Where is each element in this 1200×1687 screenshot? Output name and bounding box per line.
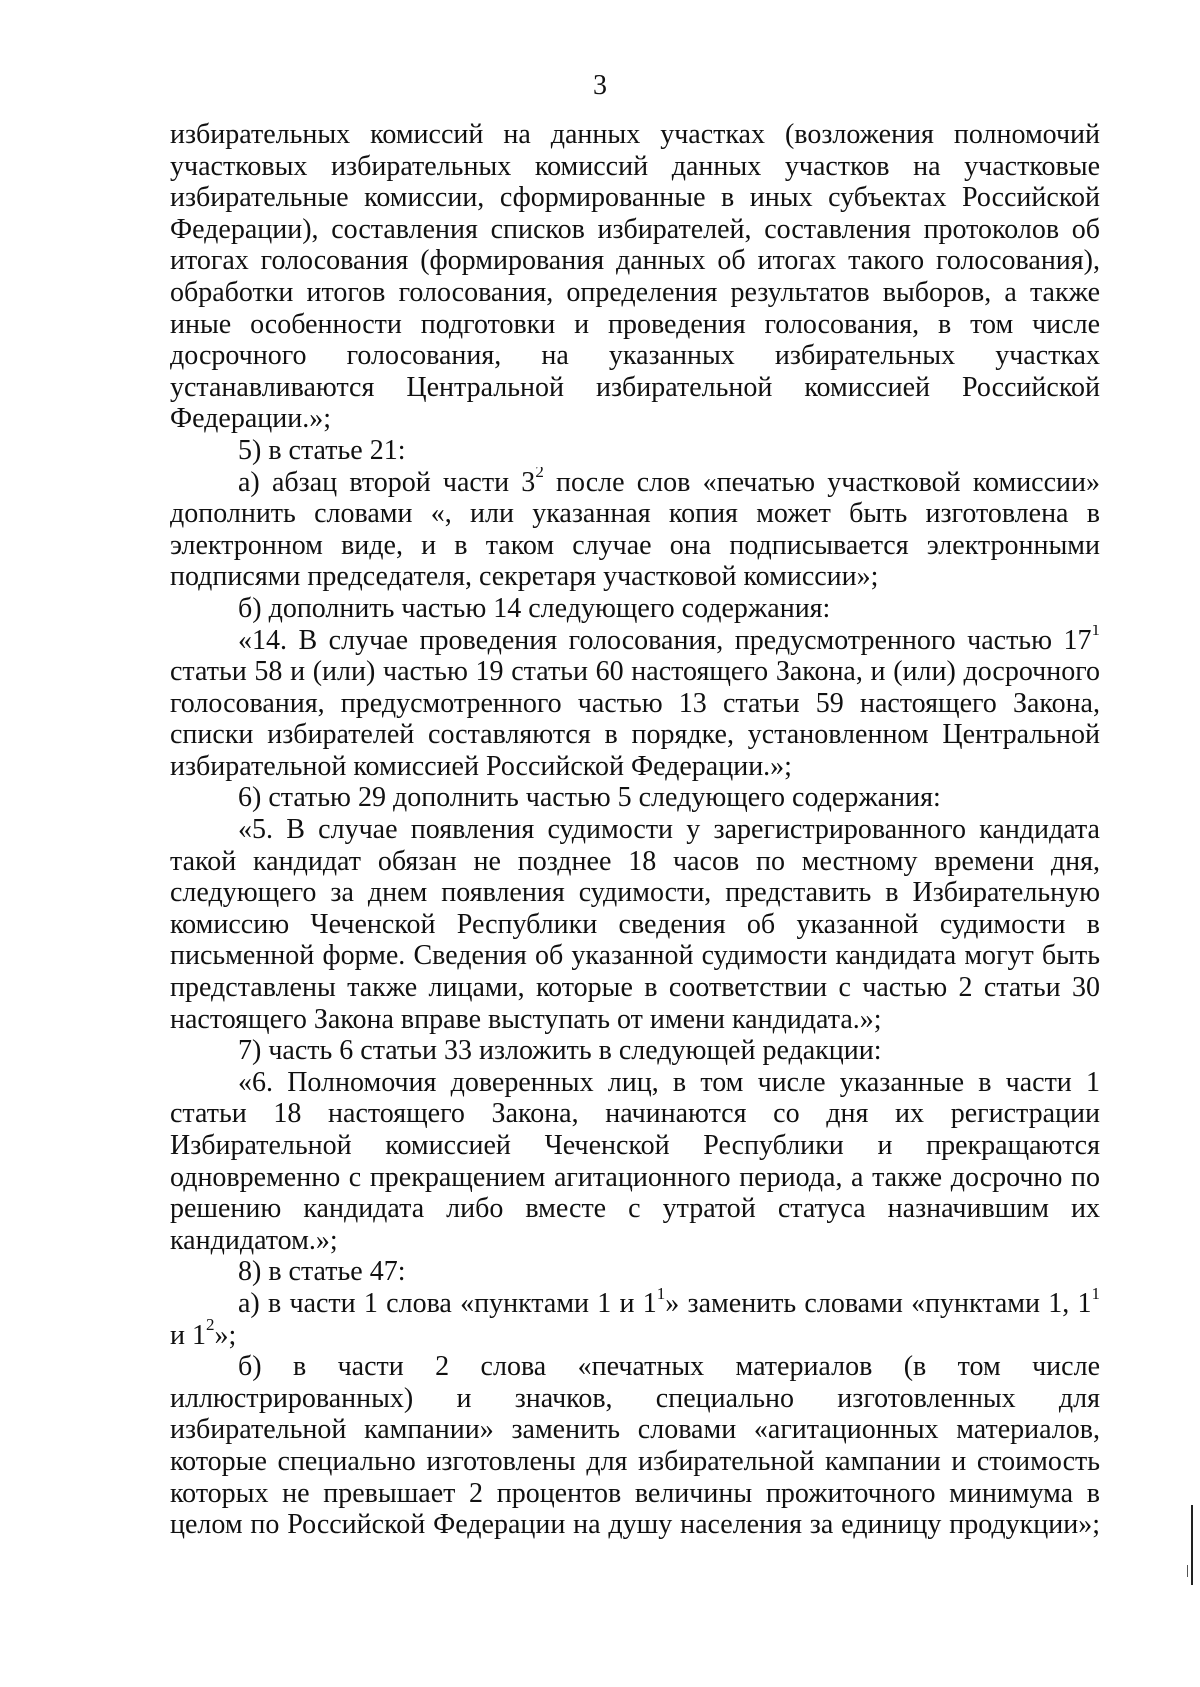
- superscript: 1: [656, 1287, 666, 1303]
- text-line: такой кандидат обязан не позднее 18 часов по местному времени дня,: [170, 845, 1100, 877]
- text-line: Федерации.»;: [170, 403, 332, 435]
- superscript: 2: [535, 466, 544, 482]
- text-line: избирательных комиссий на данных участках (возложения полномочий: [170, 119, 1100, 150]
- list-item-heading: 8) в статье 47:: [238, 1256, 406, 1288]
- text-line: обработки итогов голосования, определения результатов выборов, а также: [170, 276, 1100, 308]
- text-line: представлены также лицами, которые в соответствии с частью 2 статьи 30: [170, 972, 1100, 1004]
- text-line: подписями председателя, секретаря участковой комиссии»;: [170, 561, 879, 593]
- superscript: 2: [205, 1315, 215, 1335]
- list-item-heading: 7) часть 6 статьи 33 изложить в следующей редакции:: [238, 1035, 882, 1067]
- text-line: целом по Российской Федерации на душу населения за единицу продукции»;: [170, 1509, 1100, 1541]
- text-fragment: »;: [214, 1319, 237, 1351]
- text-line: «5. В случае появления судимости у зарегистрированного кандидата: [238, 814, 1100, 846]
- text-fragment: «14. В случае проведения голосования, предусмотренного частью 17: [238, 624, 1092, 656]
- text-line: комиссию Чеченской Республики сведения об указанной судимости в: [170, 908, 1100, 940]
- margin-line: [1191, 1505, 1193, 1585]
- text-fragment: а) абзац второй части 3: [238, 466, 536, 498]
- text-line: Избирательной комиссией Чеченской Республики и прекращаются: [170, 1130, 1100, 1161]
- text-line: [170, 1288, 1100, 1320]
- text-line: дополнить словами «, или указанная копия может быть изготовлена в: [170, 498, 1100, 530]
- text-fragment: » заменить словами «пунктами 1, 1: [665, 1287, 1092, 1319]
- text-line: избирательные комиссии, сформированные в иных субъектах Российской: [170, 182, 1100, 214]
- text-line: кандидатом.»;: [170, 1224, 338, 1256]
- text-line: письменной форме. Сведения об указанной судимости кандидата могут быть: [170, 940, 1100, 972]
- text-line: досрочного голосования, на указанных избирательных участках: [170, 340, 1100, 372]
- text-fragment: и 1: [170, 1319, 206, 1351]
- text-line: [170, 1315, 1100, 1352]
- text-line: [170, 467, 1100, 499]
- text-line: статьи 18 настоящего Закона, начинаются со дня их регистрации: [170, 1098, 1100, 1130]
- text-line: Федерации), составления списков избирателей, составления протоколов об: [170, 213, 1100, 245]
- superscript: 1: [1091, 1287, 1100, 1303]
- text-line: которые специально изготовлены для избирательной кампании и стоимость: [170, 1445, 1100, 1477]
- superscript: 1: [1091, 624, 1100, 640]
- text-line: решению кандидата либо вместе с утратой статуса назначившим их: [170, 1193, 1100, 1225]
- text-line: электронном виде, и в таком случае она подписывается электронными: [170, 529, 1100, 561]
- text-line: статьи 58 и (или) частью 19 статьи 60 настоящего Закона, и (или) досрочного: [170, 656, 1100, 688]
- text-line: избирательной кампании» заменить словами «агитационных материалов,: [170, 1414, 1100, 1446]
- text-line: которых не превышает 2 процентов величины прожиточного минимума в: [170, 1477, 1100, 1509]
- text-line: участковых избирательных комиссий данных участков на участковые: [170, 150, 1100, 182]
- text-line: «6. Полномочия доверенных лиц, в том числе указанные в части 1: [238, 1066, 1100, 1098]
- text-fragment: после слов «печатью участковой комиссии»: [543, 466, 1100, 498]
- text-line: следующего за днем появления судимости, представить в Избирательную: [170, 877, 1100, 909]
- text-line: б) в части 2 слова «печатных материалов (в том числе: [238, 1351, 1100, 1383]
- text-line: иллюстрированных) и значков, специально изготовленных для: [170, 1382, 1100, 1414]
- list-item-heading: 5) в статье 21:: [238, 434, 406, 466]
- text-line: настоящего Закона вправе выступать от имени кандидата.»;: [170, 1003, 882, 1035]
- text-line: итогах голосования (формирования данных об итогах такого голосования),: [170, 245, 1100, 277]
- text-fragment: а) в части 1 слова «пунктами 1 и 1: [238, 1287, 657, 1319]
- text-line: избирательной комиссией Российской Федерации.»;: [170, 750, 792, 782]
- text-line: одновременно с прекращением агитационного периода, а также досрочно по: [170, 1161, 1100, 1193]
- text-line: б) дополнить частью 14 следующего содержания:: [238, 592, 831, 624]
- text-line: иные особенности подготовки и проведения голосования, в том числе: [170, 308, 1100, 340]
- document-body: [170, 119, 1100, 1541]
- text-line: списки избирателей составляются в порядке, установленном Центральной: [170, 719, 1100, 751]
- text-line: устанавливаются Центральной избирательной комиссией Российской: [170, 371, 1100, 403]
- text-line: голосования, предусмотренного частью 13 статьи 59 настоящего Закона,: [170, 687, 1100, 719]
- text-line: [170, 625, 1100, 657]
- margin-line: [1187, 1565, 1188, 1577]
- list-item-heading: 6) статью 29 дополнить частью 5 следующего содержания:: [238, 782, 941, 814]
- page-number: 3: [593, 70, 607, 101]
